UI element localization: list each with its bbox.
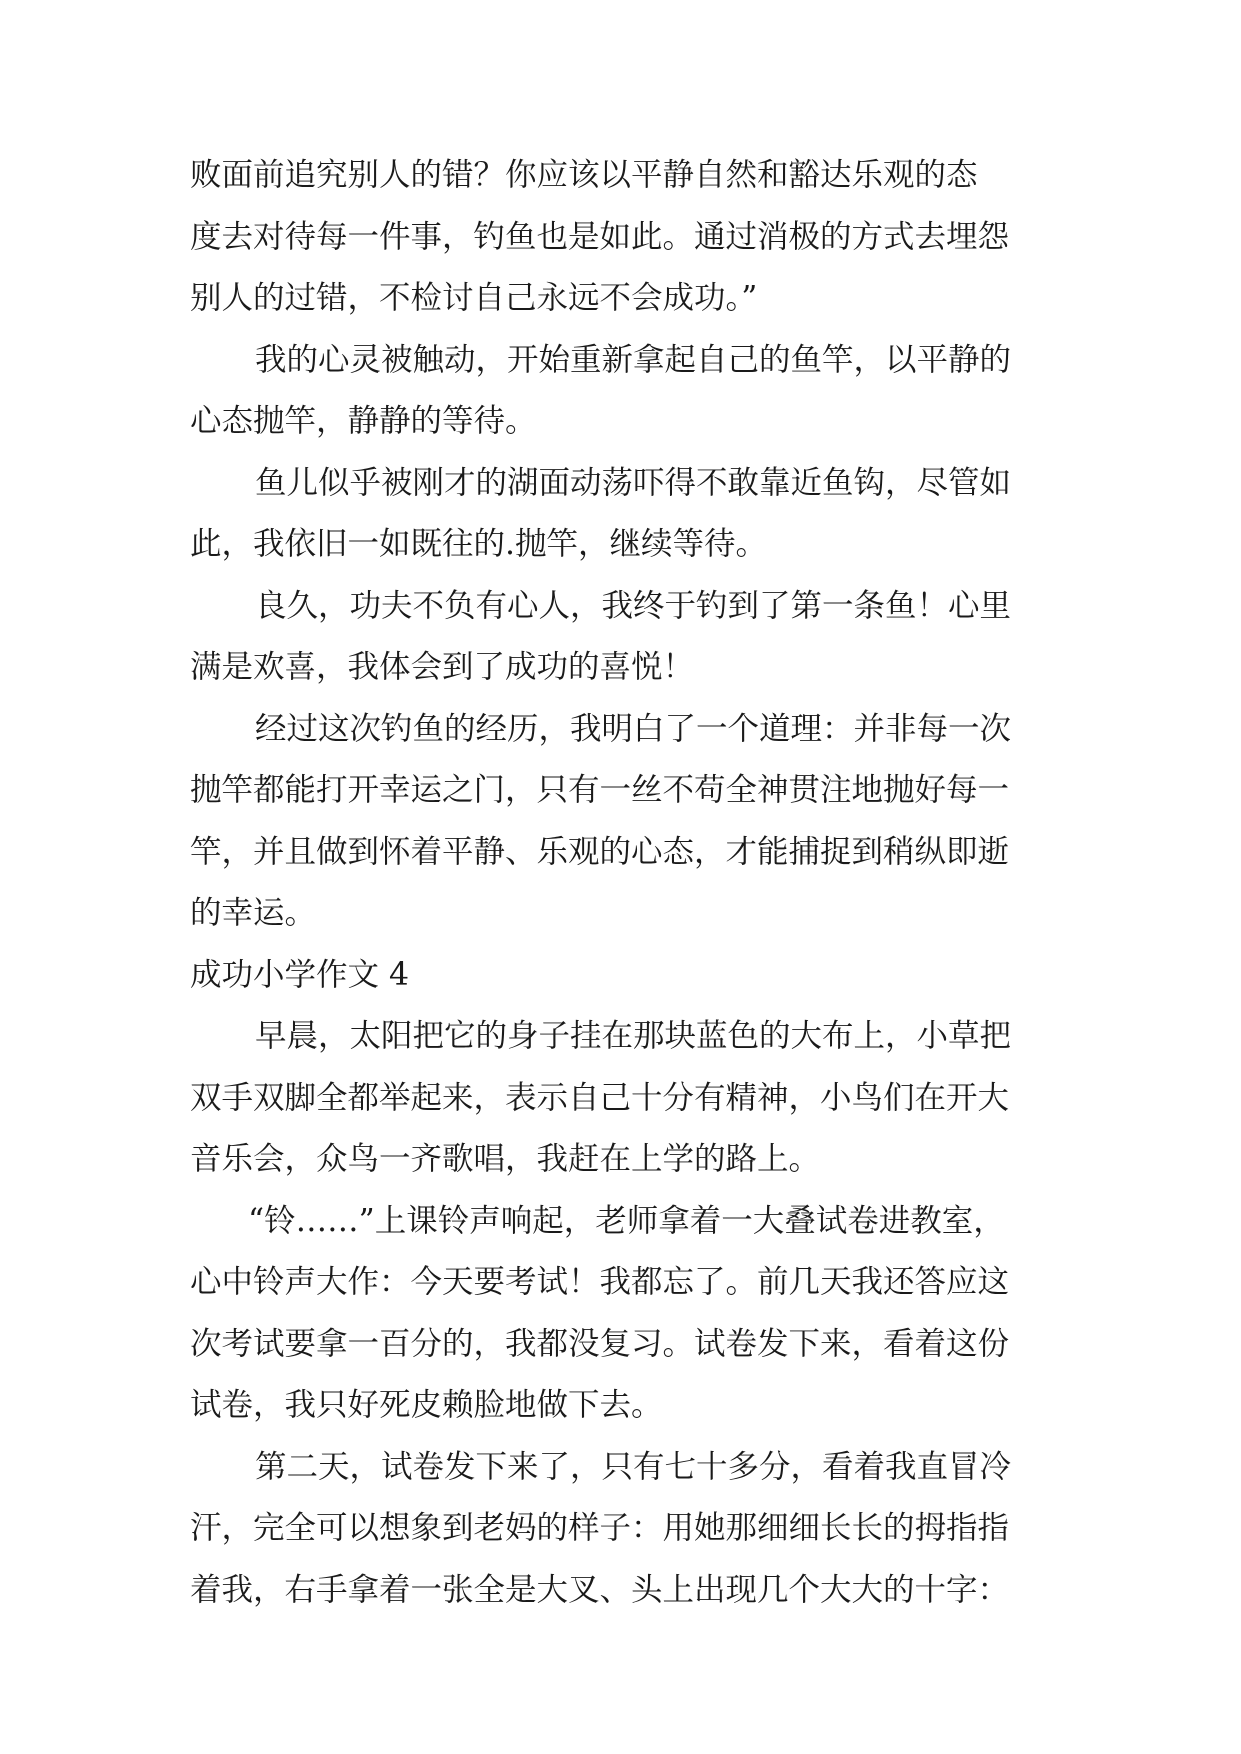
paragraph-first-line: 我的心灵被触动，开始重新拿起自己的鱼竿，以平静的: [255, 341, 1012, 378]
text-line: 双手双脚全都举起来，表示自己十分有精神，小鸟们在开大: [190, 1079, 1010, 1116]
text-line: 竿，并且做到怀着平静、乐观的心态，才能捕捉到稍纵即逝: [190, 833, 1010, 870]
text-line: 败面前追究别人的错？你应该以平静自然和豁达乐观的态: [190, 157, 978, 193]
text-line: 抛竿都能打开幸运之门，只有一丝不苟全神贯注地抛好每一: [190, 772, 1010, 808]
text-line: 满是欢喜，我体会到了成功的喜悦！: [190, 649, 695, 685]
text-line: 的幸运。: [190, 895, 317, 931]
text-line: 着我，右手拿着一张全是大叉、头上出现几个大大的十字：: [190, 1571, 1010, 1608]
text-line: 音乐会，众鸟一齐歌唱，我赶在上学的路上。: [190, 1141, 821, 1177]
text-line: 心态抛竿，静静的等待。: [190, 403, 537, 439]
section-heading: 成功小学作文 4: [190, 956, 410, 993]
paragraph-first-line: 经过这次钓鱼的经历，我明白了一个道理：并非每一次: [255, 710, 1012, 747]
article-body: [190, 145, 1070, 1621]
text-line: 别人的过错，不检讨自己永远不会成功。”: [190, 280, 758, 316]
paragraph-first-line: 良久，功夫不负有心人，我终于钓到了第一条鱼！心里: [255, 587, 1012, 624]
paragraph-first-line: “铃……”上课铃声响起，老师拿着一大叠试卷进教室，: [248, 1202, 1005, 1239]
paragraph-first-line: 鱼儿似乎被刚才的湖面动荡吓得不敢靠近鱼钩，尽管如: [255, 464, 1012, 501]
text-line: 此，我依旧一如既往的.抛竿，继续等待。: [190, 526, 768, 562]
text-line: 试卷，我只好死皮赖脸地做下去。: [190, 1387, 663, 1423]
text-line: 度去对待每一件事，钓鱼也是如此。通过消极的方式去埋怨: [190, 218, 1010, 255]
paragraph-first-line: 第二天，试卷发下来了，只有七十多分，看着我直冒冷: [255, 1448, 1012, 1485]
paragraph-first-line: 早晨，太阳把它的身子挂在那块蓝色的大布上，小草把: [255, 1018, 1012, 1054]
text-line: 汗，完全可以想象到老妈的样子：用她那细细长长的拇指指: [190, 1510, 1010, 1546]
text-line: 次考试要拿一百分的，我都没复习。试卷发下来，看着这份: [190, 1325, 1010, 1362]
text-line: 心中铃声大作：今天要考试！我都忘了。前几天我还答应这: [190, 1264, 1010, 1300]
